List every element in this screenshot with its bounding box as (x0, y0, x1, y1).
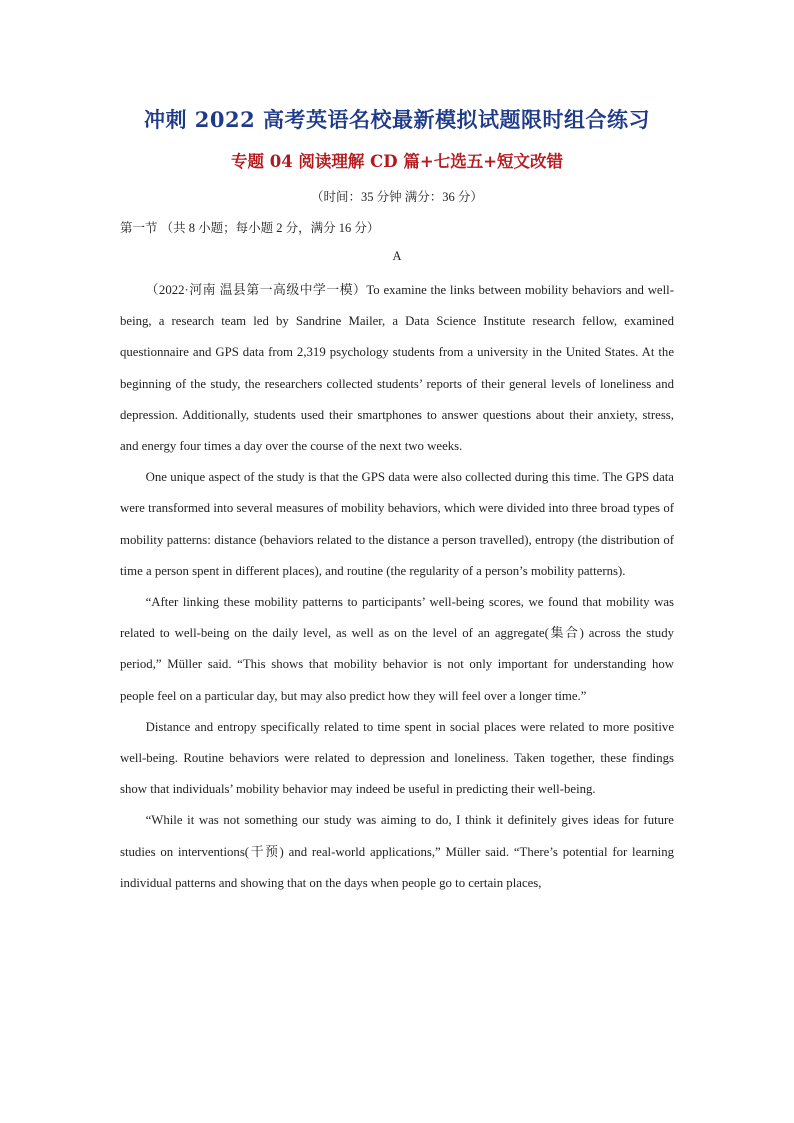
passage-letter: A (392, 249, 402, 263)
paragraph-3: “After linking these mobility patterns to participants’ well-being scores, we found that mobility was related to well-being on the daily level, as well as on the level of an aggregate(集合) across the study period,” Müller said. “This shows that mobility behavior is not only important for understanding how people feel on a particular day, but may also predict how they will feel over a longer time.” (120, 595, 674, 703)
paragraph-1: （2022·河南 温县第一高级中学一模）To examine the links between mobility behaviors and well-being, a research team led by Sandrine Mailer, a Data Science Institute research fellow, examined questionnaire and GPS data from 2,319 psychology students from a university in the United States. At the beginning of the study, the researchers collected students’ reports of their general levels of loneliness and depression. Additionally, students used their smartphones to answer questions about their anxiety, stress, and energy four times a day over the course of the next two weeks. (120, 283, 674, 454)
paragraph-5: “While it was not something our study was aiming to do, I think it definitely gives ideas for future studies on interventions(干预) and real-world applications,” Müller said. “There’s potential for learning individual patterns and showing that on the days when people go to certain places, (120, 813, 674, 890)
passage-body (120, 275, 674, 899)
paragraph-4: Distance and entropy specifically related to time spent in social places were related to more positive well-being. Routine behaviors were related to depression and loneliness. Taken together, these findings show that individuals’ mobility behavior may indeed be useful in predicting their well-being. (120, 719, 674, 797)
document-subtitle: 专题 04 阅读理解 CD 篇+七选五+短文改错 (230, 152, 564, 171)
document-title: 冲刺 2022 高考英语名校最新模拟试题限时组合练习 (143, 107, 651, 132)
paragraph-2: One unique aspect of the study is that the GPS data were also collected during this time. The GPS data were transformed into several measures of mobility behaviors, which were divided into three broad types of mobility patterns: distance (behaviors related to the distance a person travelled), entropy (the distribution of time a person spent in different places), and routine (the regularity of a person’s mobility patterns). (120, 470, 674, 578)
section-heading: 第一节 （共 8 小题；每小题 2 分，满分 16 分） (120, 221, 380, 235)
time-and-score: （时间：35 分钟 满分：36 分） (311, 190, 483, 204)
